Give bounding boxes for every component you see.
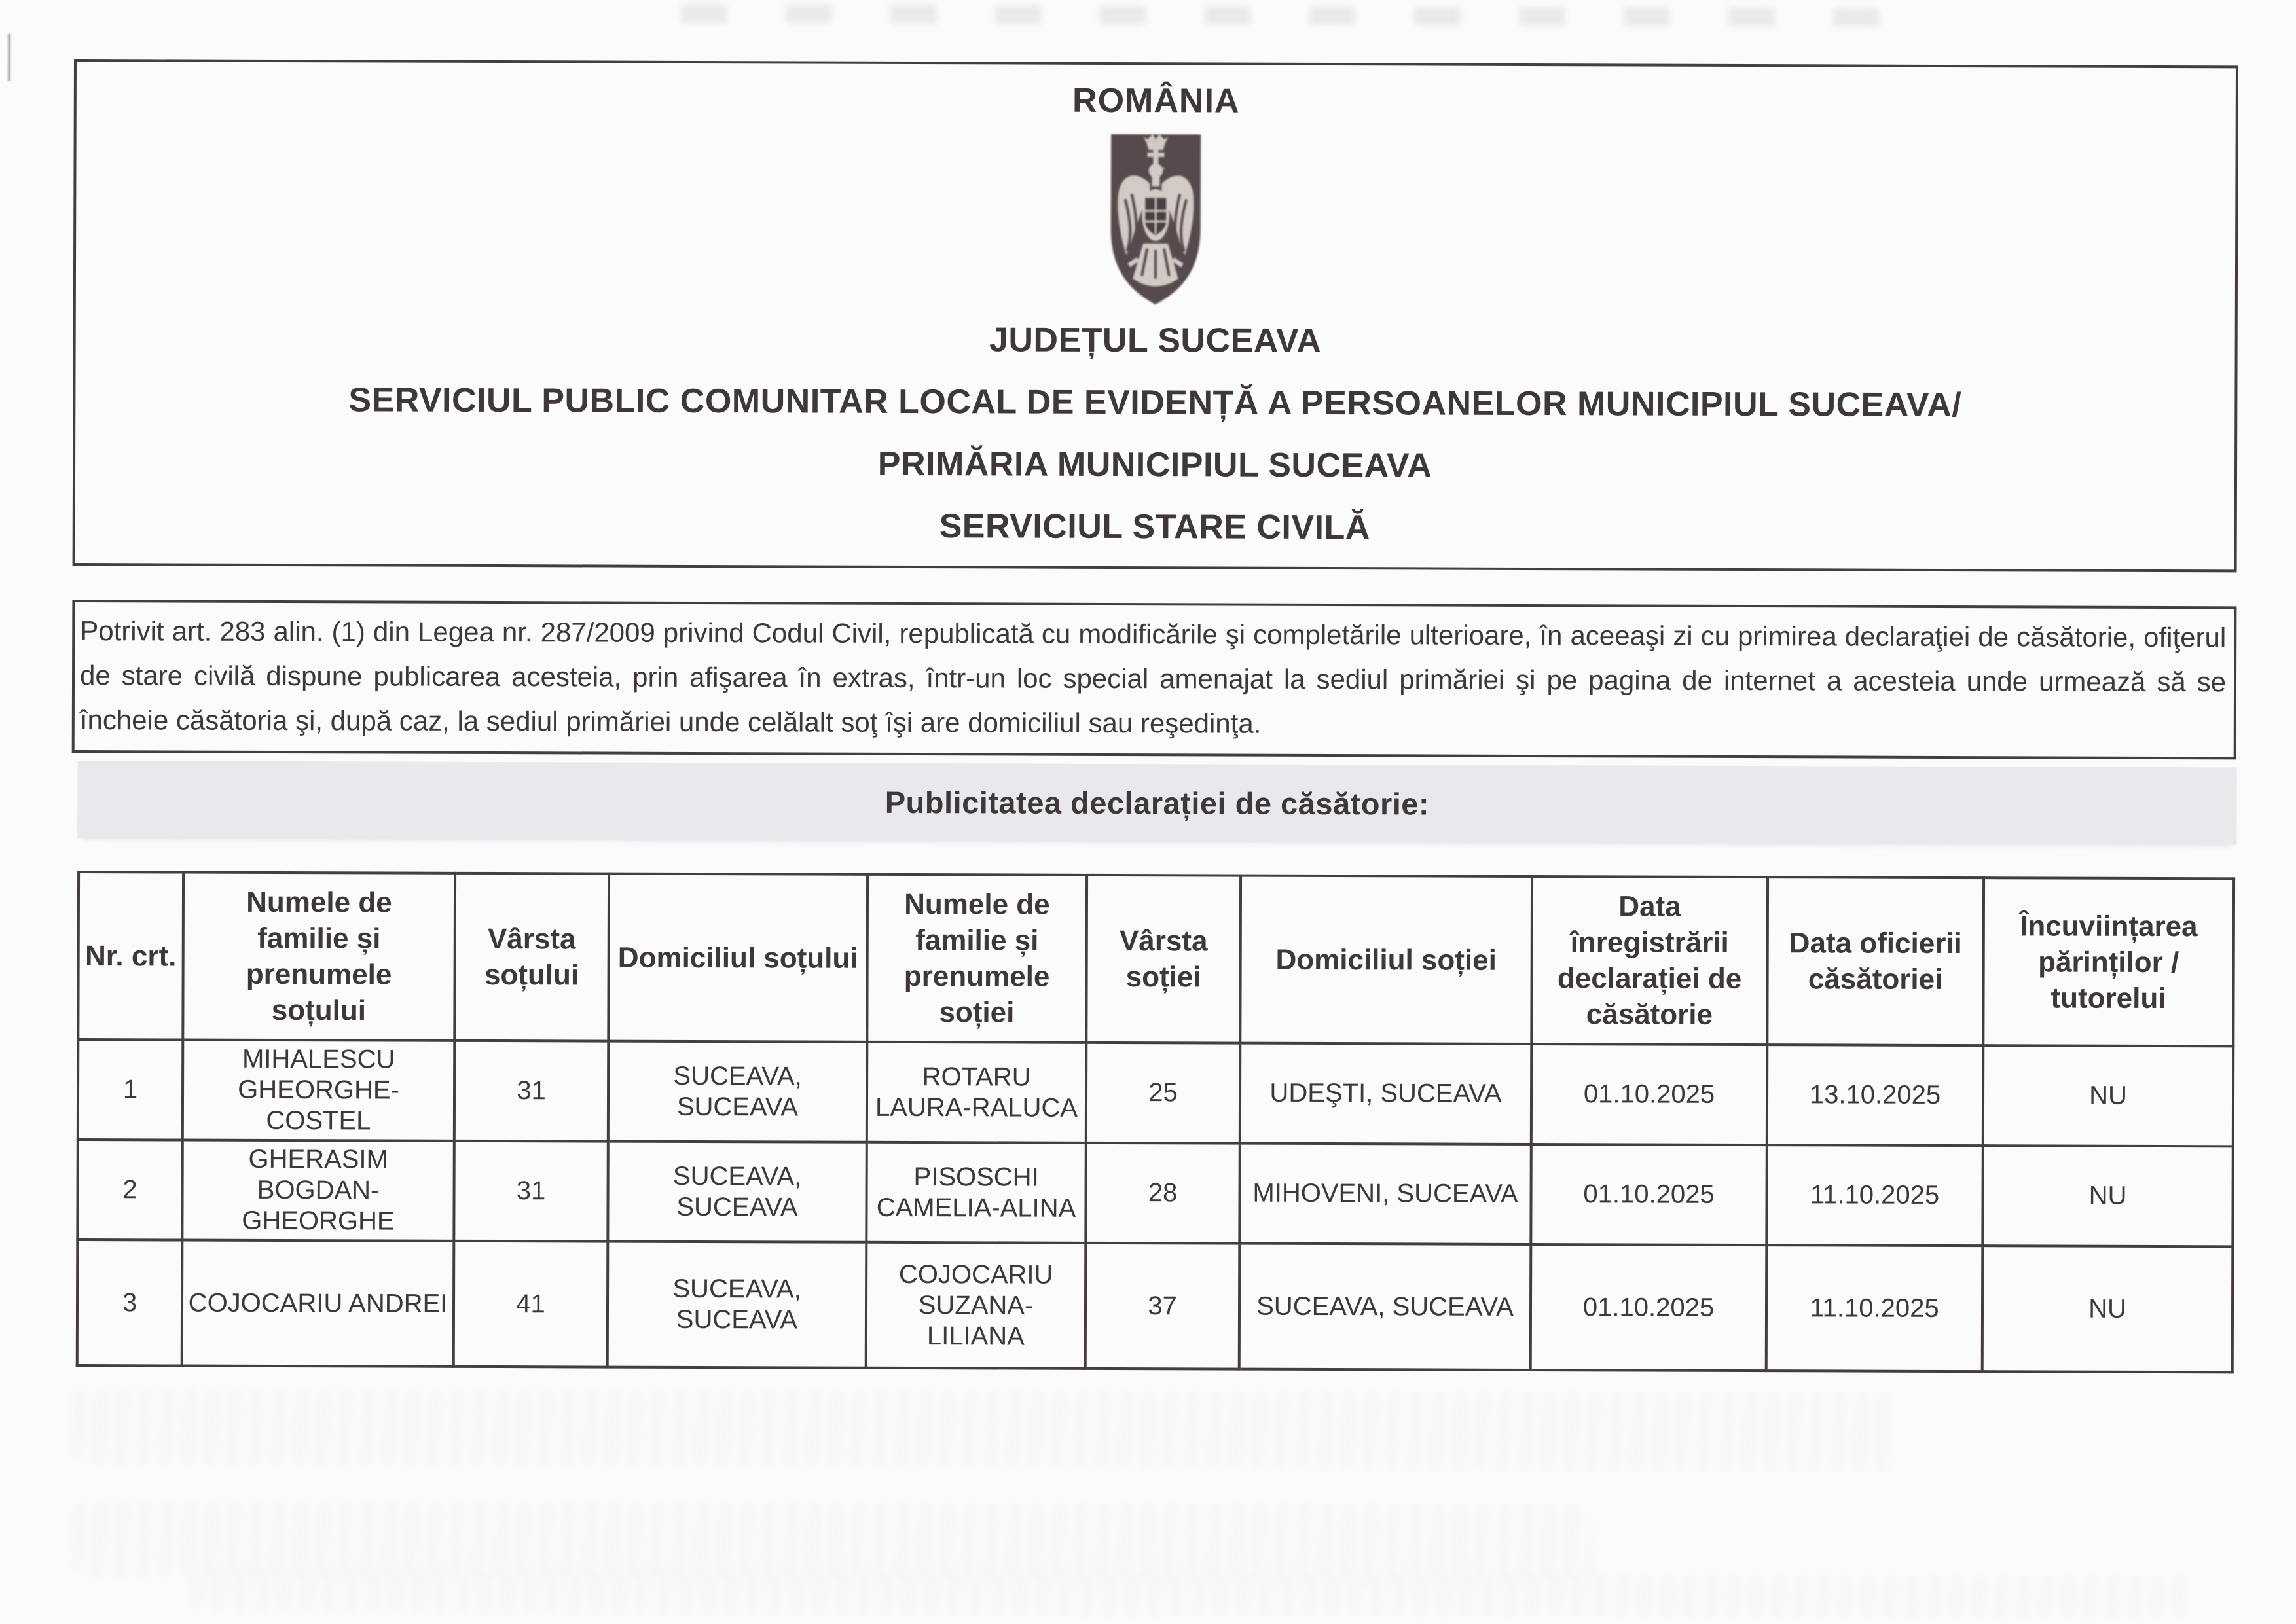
cell-nume-sot: GHERASIM BOGDAN- GHEORGHE (182, 1140, 454, 1241)
column-header-nume-sot: Numele de familie și prenumele soțului (183, 873, 455, 1041)
column-header-nume-sotie: Numele de familie și prenumele soției (867, 875, 1087, 1043)
cell-nume-sot: MIHALESCU GHEORGHE- COSTEL (183, 1040, 454, 1141)
cell-nume-sot: COJOCARIU ANDREI (182, 1240, 454, 1367)
org-line-primaria: PRIMĂRIA MUNICIPIUL SUCEAVA (877, 444, 1432, 485)
column-header-varsta-sotie: Vârsta soției (1086, 875, 1241, 1043)
table-row (77, 1140, 2232, 1246)
bleed-through-artifact (192, 1570, 2195, 1619)
cell-nume-sotie: ROTARU LAURA-RALUCA (867, 1042, 1086, 1143)
romania-coat-of-arms-icon (1106, 132, 1205, 307)
cell-varsta-sotie: 28 (1085, 1143, 1239, 1244)
cell-varsta-sot: 31 (454, 1141, 608, 1242)
cell-nr: 1 (78, 1039, 183, 1140)
cell-data-oficierii: 11.10.2025 (1766, 1145, 1982, 1246)
section-title: Publicitatea declarației de căsătorie: (884, 784, 1430, 821)
cell-data-oficierii: 13.10.2025 (1767, 1045, 1983, 1146)
org-line-serviciu-public: SERVICIUL PUBLIC COMUNITAR LOCAL DE EVIDENȚĂ A PERSOANELOR MUNICIPIUL SUCEAVA/ (348, 381, 1962, 425)
cell-incuviintarea: NU (1983, 1045, 2233, 1146)
scan-artifact-left-edge (8, 34, 10, 81)
bleed-through-artifact (74, 1388, 1894, 1471)
cell-varsta-sotie: 37 (1085, 1243, 1240, 1369)
column-header-varsta-sot: Vârsta soțului (454, 873, 609, 1041)
cell-domiciliu-sotie: SUCEAVA, SUCEAVA (1239, 1244, 1531, 1370)
letterhead-box (73, 59, 2238, 572)
table-row (78, 1039, 2233, 1146)
cell-domiciliu-sotie: UDEŞTI, SUCEAVA (1240, 1043, 1531, 1144)
cell-nr: 2 (77, 1140, 182, 1240)
cell-data-inregistrarii: 01.10.2025 (1531, 1044, 1767, 1145)
cell-domiciliu-sot: SUCEAVA, SUCEAVA (608, 1242, 867, 1368)
table-header-row (78, 872, 2234, 1046)
cell-varsta-sotie: 25 (1086, 1043, 1240, 1144)
cell-nume-sotie: PISOSCHI CAMELIA-ALINA (866, 1142, 1085, 1243)
cell-varsta-sot: 41 (454, 1241, 608, 1367)
cell-incuviintarea: NU (1982, 1246, 2233, 1372)
legal-text: Potrivit art. 283 alin. (1) din Legea nr. 287/2009 privind Codul Civil, republicată cu modificările şi completările ulterioare, în aceeaşi zi cu primirea declaraţiei de căsătorie, ofiţerul de stare civilă dispune publicarea acesteia, prin afişarea în extras, într-un loc special amenajat la sediul primăriei şi pe pagina de internet a acesteia unde urmează să se încheie căsătoria şi, după caz, la sediul primăriei unde celălalt soţ îşi are domiciliul sau reşedinţa. (79, 615, 2227, 739)
org-line-stare-civila: SERVICIUL STARE CIVILĂ (939, 507, 1370, 547)
cell-data-inregistrarii: 01.10.2025 (1531, 1144, 1766, 1245)
cell-domiciliu-sot: SUCEAVA, SUCEAVA (608, 1142, 866, 1242)
column-header-domiciliu-sotie: Domiciliul soției (1240, 876, 1532, 1044)
org-line-judet: JUDEȚUL SUCEAVA (989, 321, 1322, 360)
cell-varsta-sot: 31 (454, 1041, 608, 1142)
cell-domiciliu-sot: SUCEAVA, SUCEAVA (608, 1041, 867, 1142)
cell-nr: 3 (77, 1240, 183, 1366)
country-title: ROMÂNIA (1072, 81, 1240, 120)
cell-data-inregistrarii: 01.10.2025 (1531, 1244, 1767, 1371)
scan-artifact-top (681, 5, 1925, 27)
section-title-band (77, 761, 2236, 844)
cell-nume-sotie: COJOCARIU SUZANA- LILIANA (866, 1242, 1086, 1369)
column-header-data-oficierii: Data oficierii căsătoriei (1767, 877, 1984, 1045)
cell-incuviintarea: NU (1982, 1146, 2232, 1246)
cell-domiciliu-sotie: MIHOVENI, SUCEAVA (1239, 1144, 1531, 1244)
cell-data-oficierii: 11.10.2025 (1766, 1245, 1983, 1371)
legal-notice-box (72, 600, 2237, 759)
column-header-nr-crt: Nr. crt. (78, 872, 183, 1040)
column-header-data-inregistrarii: Data înregistrării declarației de căsătorie (1531, 876, 1768, 1045)
marriage-declarations-table (76, 871, 2235, 1373)
column-header-domiciliu-sot: Domiciliul soțului (608, 874, 867, 1042)
column-header-incuviintarea: Încuviințarea părinților / tutorelui (1983, 878, 2234, 1046)
table-row (77, 1240, 2233, 1372)
